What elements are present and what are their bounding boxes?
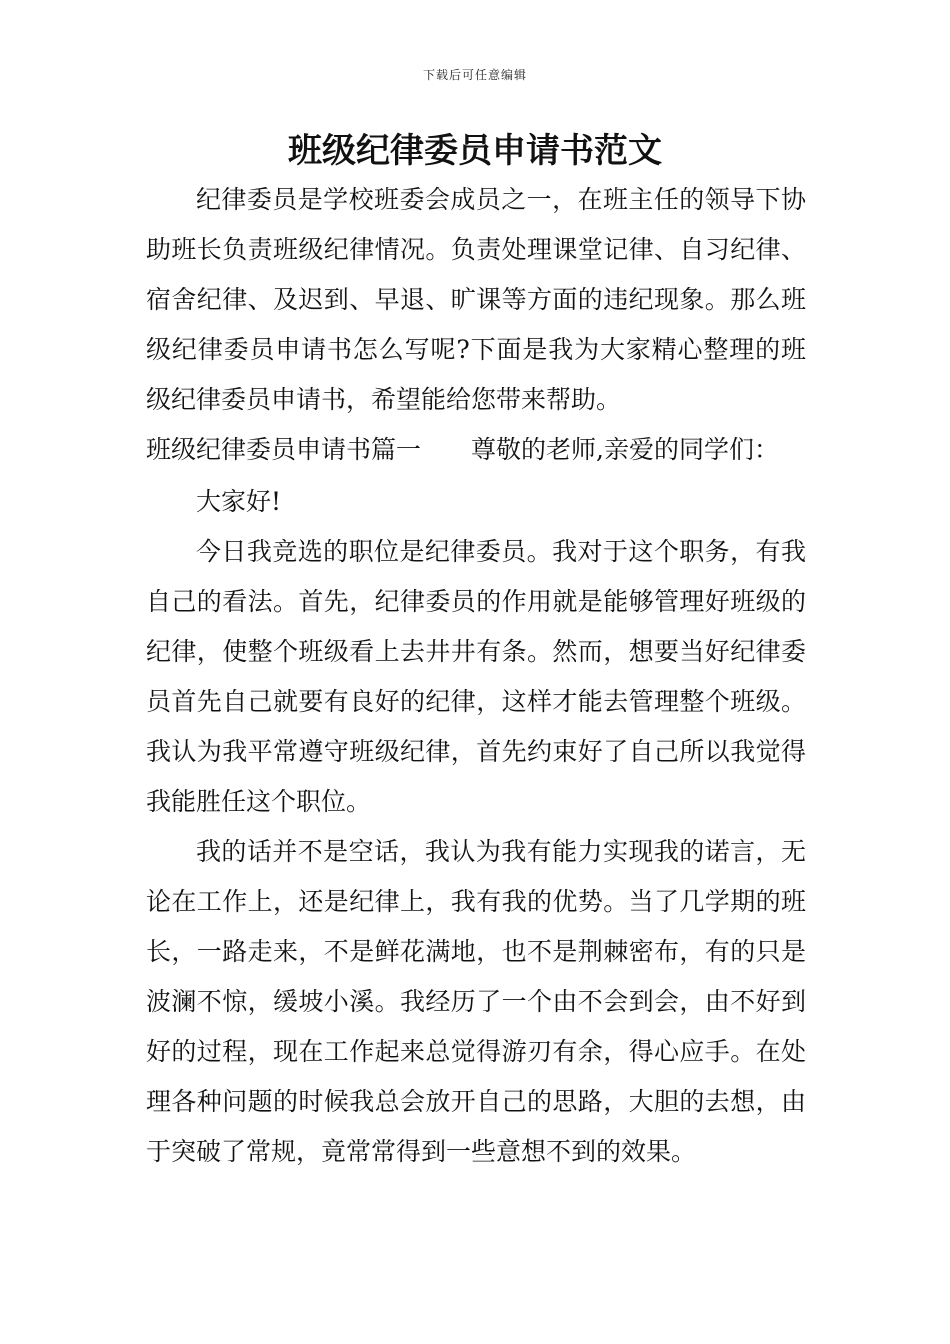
header-note: 下载后可任意编辑 [422,68,527,82]
salutation: 尊敬的老师,亲爱的同学们： [471,435,779,464]
body-paragraph-1: 今日我竞选的职位是纪律委员。我对于这个职务，有我自己的看法。首先，纪律委员的作用就是能够管理好班级的纪律，使整个班级看上去井井有条。然而，想要当好纪律委员首先自己就要有良好的纪律，这样才能去管理整个班级。我认为我平常遵守班级纪律，首先约束好了自己所以我觉得我能胜任这个职位。 [146,537,806,816]
section-heading-line [146,425,806,475]
section-label: 班级纪律委员申请书篇一 [146,435,422,464]
intro-paragraph: 纪律委员是学校班委会成员之一，在班主任的领导下协助班长负责班级纪律情况。负责处理课堂记律、自习纪律、宿舍纪律、及迟到、早退、旷课等方面的违纪现象。那么班级纪律委员申请书怎么写呢?下面是我为大家精心整理的班级纪律委员申请书，希望能给您带来帮助。 [146,185,806,414]
document-title: 班级纪律委员申请书范文 [288,131,662,171]
greeting-paragraph: 大家好! [196,487,282,516]
body-paragraph-2: 我的话并不是空话，我认为我有能力实现我的诺言，无论在工作上，还是纪律上，我有我的优势。当了几学期的班长，一路走来，不是鲜花满地，也不是荆棘密布，有的只是波澜不惊，缓坡小溪。我经历了一个由不会到会，由不好到好的过程，现在工作起来总觉得游刃有余，得心应手。在处理各种问题的时候我总会放开自己的思路，大胆的去想，由于突破了常规，竟常常得到一些意想不到的效果。 [146,837,806,1166]
document-body [146,175,806,1177]
